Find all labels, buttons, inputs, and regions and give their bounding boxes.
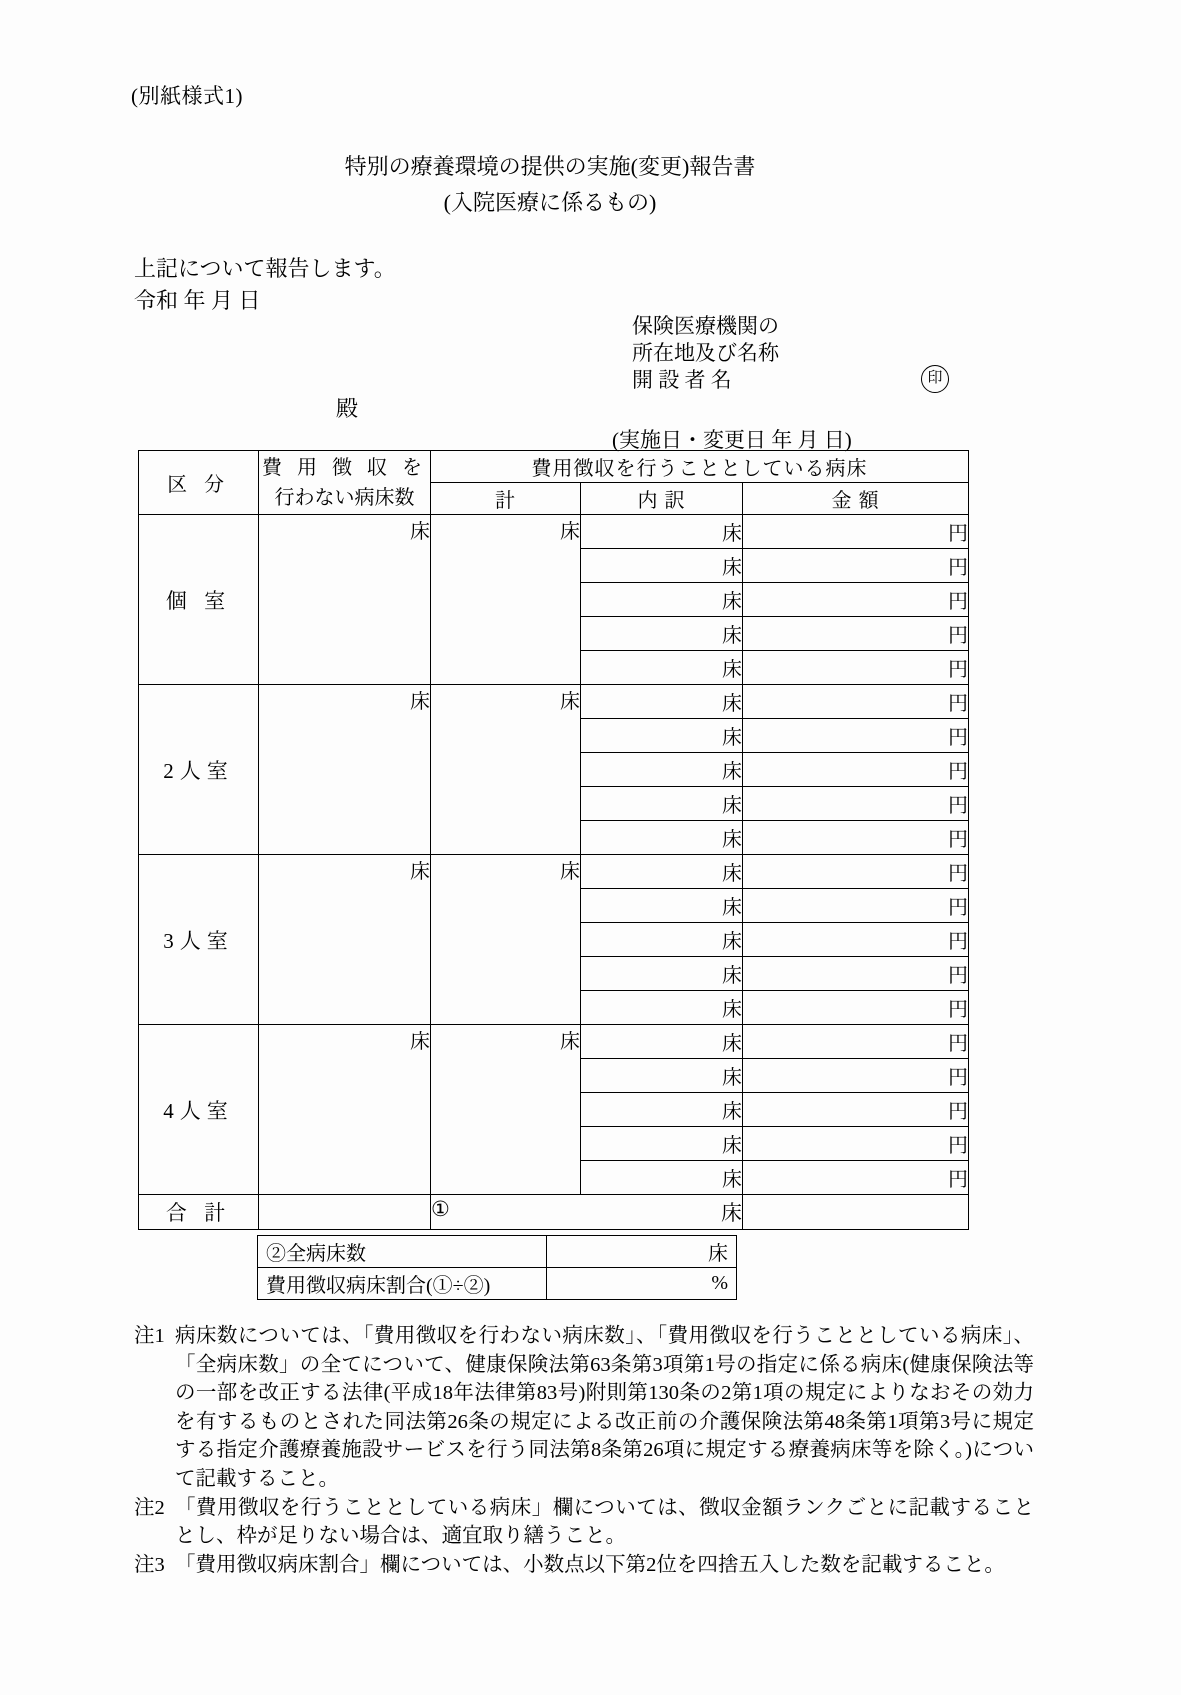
note-text: 「費用徴収病床割合」欄については、小数点以下第2位を四捨五入した数を記載すること。 (175, 1553, 1005, 1576)
no-fee-bed-count-field[interactable]: 床 (259, 685, 431, 855)
page-title: 特別の療養環境の提供の実施(変更)報告書 (344, 154, 756, 179)
fee-bed-breakdown-field[interactable]: 床 (581, 549, 743, 583)
header-no-fee-beds (259, 451, 431, 515)
fee-bed-breakdown-field[interactable]: 床 (581, 719, 743, 753)
fee-amount-field[interactable]: 円 (743, 821, 969, 855)
table-row (139, 685, 969, 719)
note-marker: 注1 (134, 1325, 175, 1347)
fee-bed-breakdown-field[interactable]: 床 (581, 1127, 743, 1161)
note-item (134, 1551, 1034, 1580)
fee-amount-field[interactable]: 円 (743, 923, 969, 957)
table-row (139, 1025, 969, 1059)
fee-amount-field[interactable]: 円 (743, 889, 969, 923)
fee-amount-field[interactable]: 円 (743, 515, 969, 549)
fee-bed-breakdown-field[interactable]: 床 (581, 753, 743, 787)
note-item (134, 1322, 1034, 1494)
fee-bed-breakdown-field[interactable]: 床 (581, 889, 743, 923)
fee-bed-breakdown-field[interactable]: 床 (581, 991, 743, 1025)
row-category-label: 個 室 (139, 515, 259, 685)
notes-section (134, 1322, 1034, 1579)
organization-line-1: 保険医療機関の (632, 314, 779, 338)
fee-bed-breakdown-field[interactable]: 床 (581, 1059, 743, 1093)
fee-bed-breakdown-field[interactable]: 床 (581, 583, 743, 617)
form-code: (別紙様式1) (131, 84, 243, 108)
fee-amount-field[interactable]: 円 (743, 855, 969, 889)
header-total: 計 (431, 483, 581, 515)
fee-bed-breakdown-field[interactable]: 床 (581, 1025, 743, 1059)
table-header-row-1 (139, 451, 969, 483)
fee-bed-breakdown-field[interactable]: 床 (581, 515, 743, 549)
report-date-line: 令和 年 月 日 (134, 288, 261, 313)
total-no-fee-field[interactable] (259, 1195, 431, 1230)
fee-bed-breakdown-field[interactable]: 床 (581, 855, 743, 889)
header-no-fee-beds-line1: 費 用 徴 収 を (262, 456, 427, 479)
header-breakdown: 内 訳 (581, 483, 743, 515)
fee-amount-field[interactable]: 円 (743, 1127, 969, 1161)
summary-row-value-field[interactable]: % (547, 1268, 737, 1300)
no-fee-bed-count-field[interactable]: 床 (259, 855, 431, 1025)
table-total-row (139, 1195, 969, 1230)
page-subtitle: (入院医療に係るもの) (443, 190, 657, 215)
table-header (139, 451, 969, 515)
implementation-date-line: (実施日・変更日 年 月 日) (612, 428, 852, 452)
total-row-label: 合 計 (139, 1195, 259, 1230)
total-amount-field[interactable] (743, 1195, 969, 1230)
seal-icon: 印 (921, 365, 949, 393)
fee-amount-field[interactable]: 円 (743, 991, 969, 1025)
summary-row (258, 1268, 737, 1300)
fee-bed-total-field[interactable]: 床 (431, 685, 581, 855)
header-fee-group: 費用徴収を行うこととしている病床 (431, 451, 969, 483)
fee-bed-breakdown-field[interactable]: 床 (581, 685, 743, 719)
note-marker: 注2 (134, 1496, 175, 1519)
row-category-label: 4人室 (139, 1025, 259, 1195)
fee-amount-field[interactable]: 円 (743, 957, 969, 991)
organization-line-3: 開 設 者 名 (632, 368, 732, 392)
summary-table-body (258, 1236, 737, 1300)
total-marker-symbol: ① (431, 1197, 450, 1221)
fee-bed-breakdown-field[interactable]: 床 (581, 1161, 743, 1195)
summary-row (258, 1236, 737, 1268)
fee-amount-field[interactable]: 円 (743, 1161, 969, 1195)
total-unit-label: 床 (721, 1201, 742, 1225)
fee-amount-field[interactable]: 円 (743, 583, 969, 617)
bed-fee-table (138, 450, 969, 1230)
table-row (139, 855, 969, 889)
addressee-label: 殿 (336, 396, 359, 421)
fee-bed-breakdown-field[interactable]: 床 (581, 651, 743, 685)
fee-bed-breakdown-field[interactable]: 床 (581, 957, 743, 991)
note-marker: 注3 (134, 1553, 175, 1576)
note-text: 「費用徴収を行うこととしている病床」欄については、徴収金額ランクごとに記載することとし、枠が足りない場合は、適宜取り繕うこと。 (175, 1496, 1034, 1548)
no-fee-bed-count-field[interactable]: 床 (259, 515, 431, 685)
fee-bed-breakdown-field[interactable]: 床 (581, 1093, 743, 1127)
total-marker-field[interactable] (431, 1195, 743, 1230)
fee-amount-field[interactable]: 円 (743, 787, 969, 821)
table-body (139, 515, 969, 1230)
report-statement: 上記について報告します。 (134, 256, 396, 281)
header-amount: 金 額 (743, 483, 969, 515)
fee-amount-field[interactable]: 円 (743, 1059, 969, 1093)
fee-bed-breakdown-field[interactable]: 床 (581, 923, 743, 957)
fee-bed-total-field[interactable]: 床 (431, 855, 581, 1025)
fee-bed-total-field[interactable]: 床 (431, 1025, 581, 1195)
table-row (139, 515, 969, 549)
fee-bed-breakdown-field[interactable]: 床 (581, 617, 743, 651)
summary-row-value-field[interactable]: 床 (547, 1236, 737, 1268)
summary-row-label: 費用徴収病床割合(①÷②) (258, 1268, 547, 1300)
fee-bed-breakdown-field[interactable]: 床 (581, 821, 743, 855)
row-category-label: 2人室 (139, 685, 259, 855)
fee-bed-breakdown-field[interactable]: 床 (581, 787, 743, 821)
summary-row-label: ②全病床数 (258, 1236, 547, 1268)
header-no-fee-beds-line2: 行わない病床数 (274, 486, 415, 509)
fee-amount-field[interactable]: 円 (743, 617, 969, 651)
fee-amount-field[interactable]: 円 (743, 753, 969, 787)
organization-block (632, 313, 779, 394)
fee-amount-field[interactable]: 円 (743, 549, 969, 583)
summary-table (257, 1235, 737, 1300)
fee-amount-field[interactable]: 円 (743, 1025, 969, 1059)
note-text: 病床数については、「費用徴収を行わない病床数」、「費用徴収を行うこととしている病床」、「全病床数」の全てについて、健康保険法第63条第3項第1号の指定に係る病床(健康保険法等の一部を改正する法律(平成18年法律第83号)附則第130条の2第1項の規定によりなおその効力を有するものとされた同法第26条の規定による改正前の介護保険法第48条第1項第3号に規定する指定介護療養施設サービスを行う同法第8条第26項に規定する療養病床等を除く。)について記載すること。 (175, 1325, 1034, 1490)
organization-line-2: 所在地及び名称 (632, 341, 779, 365)
header-kubun: 区 分 (139, 451, 259, 515)
note-item (134, 1494, 1034, 1551)
no-fee-bed-count-field[interactable]: 床 (259, 1025, 431, 1195)
fee-amount-field[interactable]: 円 (743, 651, 969, 685)
row-category-label: 3人室 (139, 855, 259, 1025)
fee-amount-field[interactable]: 円 (743, 685, 969, 719)
fee-amount-field[interactable]: 円 (743, 719, 969, 753)
fee-bed-total-field[interactable]: 床 (431, 515, 581, 685)
fee-amount-field[interactable]: 円 (743, 1093, 969, 1127)
